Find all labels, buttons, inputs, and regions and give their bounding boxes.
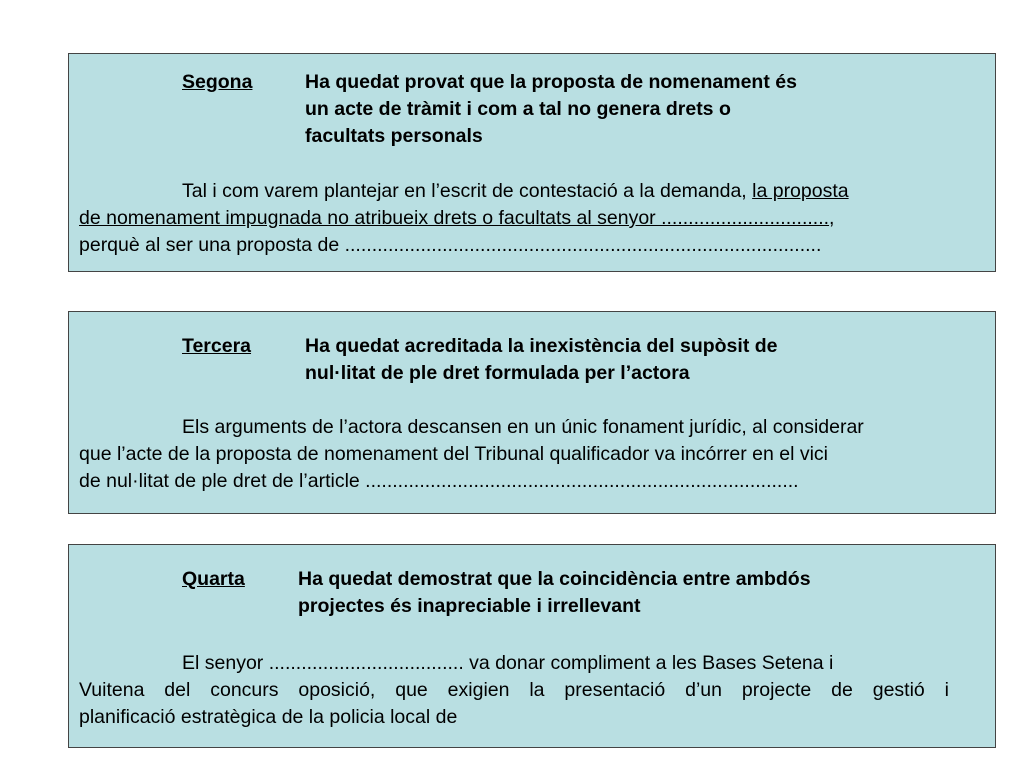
paragraph-line: planificació estratègica de la policia local de <box>79 706 458 728</box>
section-title-line: Ha quedat provat que la proposta de nomenament és <box>305 71 797 93</box>
section-paragraph <box>79 414 989 495</box>
paragraph-line: Vuitena del concurs oposició, que exigien la presentació d’un projecte de gestió i <box>79 679 949 701</box>
section-title-line: un acte de tràmit i com a tal no genera drets o <box>305 98 731 120</box>
underlined-text: la proposta <box>752 180 849 202</box>
section-title-line: facultats personals <box>305 125 483 147</box>
section-title-line: projectes és inapreciable i irrellevant <box>298 595 641 617</box>
section-tercera <box>68 311 996 514</box>
section-title <box>305 69 797 150</box>
section-label: Quarta <box>182 568 245 590</box>
section-title <box>298 566 811 620</box>
paragraph-text: , <box>829 207 835 229</box>
underlined-text: de nomenament impugnada no atribueix drets o facultats al senyor ............................... <box>79 207 830 229</box>
paragraph-text: Tal i com varem plantejar en l’escrit de contestació a la demanda, <box>182 180 753 202</box>
paragraph-line <box>79 205 989 232</box>
section-title-line: Ha quedat demostrat que la coincidència entre ambdós <box>298 568 811 590</box>
section-paragraph <box>79 650 989 731</box>
paragraph-line: El senyor .................................... va donar compliment a les Bases Setena i <box>182 652 834 674</box>
section-label: Tercera <box>182 335 252 357</box>
paragraph-line: que l’acte de la proposta de nomenament del Tribunal qualificador va incórrer en el vici <box>79 443 829 465</box>
section-label: Segona <box>182 71 253 93</box>
section-title-line: nul·litat de ple dret formulada per l’actora <box>305 362 690 384</box>
paragraph-line <box>79 178 989 205</box>
section-title-line: Ha quedat acreditada la inexistència del supòsit de <box>305 335 778 357</box>
paragraph-line: de nul·litat de ple dret de l’article ................................................................................ <box>79 470 799 492</box>
section-quarta <box>68 544 996 748</box>
section-segona <box>68 53 996 272</box>
section-title <box>305 333 778 387</box>
paragraph-line: perquè al ser una proposta de ........................................................................................ <box>79 234 822 256</box>
section-paragraph <box>79 178 989 259</box>
paragraph-line: Els arguments de l’actora descansen en un únic fonament jurídic, al considerar <box>182 416 864 438</box>
